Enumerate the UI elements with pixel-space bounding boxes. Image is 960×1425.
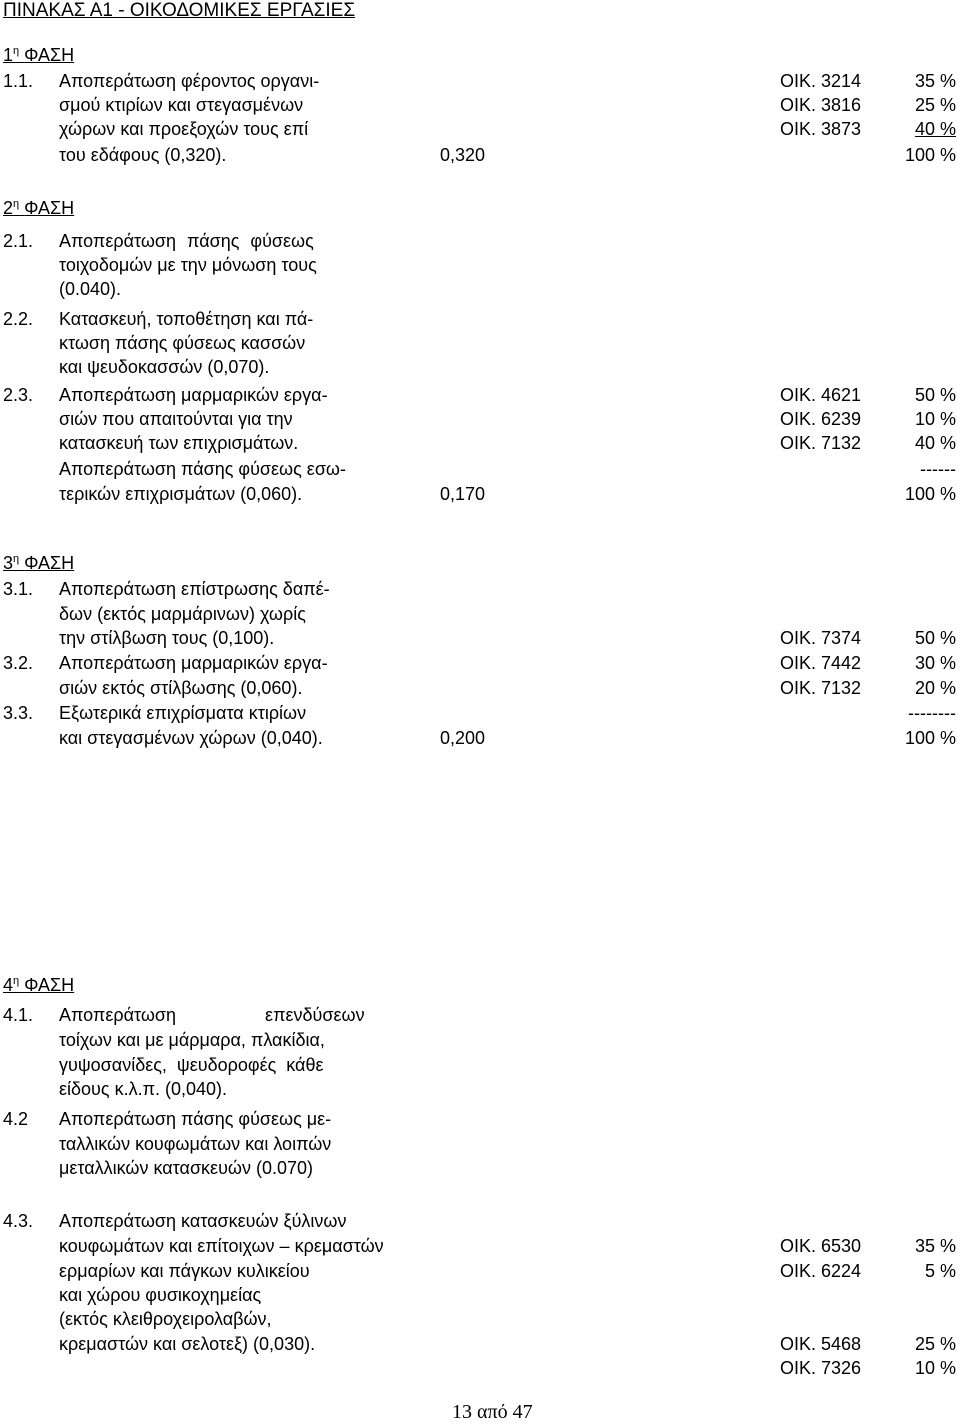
code: ΟΙΚ. 7442 bbox=[780, 653, 862, 673]
item-2-3-line: κατασκευή των επιχρισμάτων. bbox=[59, 433, 299, 453]
item-2-2-line: κτωση πάσης φύσεως κασσών bbox=[59, 333, 306, 353]
percent-total: 100 % bbox=[904, 484, 956, 504]
code: ΟΙΚ. 5468 bbox=[780, 1334, 862, 1354]
percent: 20 % bbox=[914, 678, 956, 698]
item-2-1-line: τοιχοδομών με την μόνωση τους bbox=[59, 255, 317, 275]
percent-total: 100 % bbox=[904, 145, 956, 165]
item-4-2-line: Αποπεράτωση πάσης φύσεως με- bbox=[59, 1109, 332, 1129]
item-3-1-number: 3.1. bbox=[3, 579, 34, 599]
item-4-3-line: ερμαρίων και πάγκων κυλικείου bbox=[59, 1261, 310, 1281]
item-2-2-number: 2.2. bbox=[3, 309, 34, 329]
item-3-3-line: Εξωτερικά επιχρίσματα κτιρίων bbox=[59, 703, 307, 723]
code: ΟΙΚ. 7374 bbox=[780, 628, 862, 648]
item-3-1-line: δων (εκτός μαρμάρινων) χωρίς bbox=[59, 604, 306, 624]
code: ΟΙΚ. 3214 bbox=[780, 71, 862, 91]
item-2-1-line: (0.040). bbox=[59, 279, 122, 299]
item-3-1-line: την στίλβωση τους (0,100). bbox=[59, 628, 275, 648]
item-1-1-line: σμού κτιρίων και στεγασμένων bbox=[59, 95, 304, 115]
code: ΟΙΚ. 7132 bbox=[780, 678, 862, 698]
item-4-1-line: είδους κ.λ.π. (0,040). bbox=[59, 1079, 228, 1099]
separator-dashes: -------- bbox=[908, 703, 956, 723]
item-4-3-line: κουφωμάτων και επίτοιχων – κρεμαστών bbox=[59, 1236, 384, 1256]
phase-2-heading: $2^\eta$ ΦΑΣΗ bbox=[3, 198, 75, 218]
percent-total: 100 % bbox=[904, 728, 956, 748]
item-4-1-line: Αποπεράτωση επενδύσεων bbox=[59, 1005, 365, 1025]
item-2-1-number: 2.1. bbox=[3, 231, 34, 251]
percent: 30 % bbox=[914, 653, 956, 673]
phase-total: 0,200 bbox=[440, 728, 486, 748]
item-1-1-number: 1.1. bbox=[3, 71, 34, 91]
item-4-3-line: κρεμαστών και σελοτεξ) (0,030). bbox=[59, 1334, 316, 1354]
phase-4-heading: $4^\eta$ ΦΑΣΗ bbox=[3, 975, 75, 995]
item-2-1-line: Αποπεράτωση πάσης φύσεως bbox=[59, 231, 314, 251]
item-3-2-line: σιών εκτός στίλβωσης (0,060). bbox=[59, 678, 303, 698]
code: ΟΙΚ. 6224 bbox=[780, 1261, 862, 1281]
item-4-3-line: και χώρου φυσικοχημείας bbox=[59, 1285, 262, 1305]
phase-total: 0,320 bbox=[440, 145, 486, 165]
code: ΟΙΚ. 3873 bbox=[780, 119, 862, 139]
item-1-1-line: Αποπεράτωση φέροντος οργανι- bbox=[59, 71, 320, 91]
percent: 35 % bbox=[914, 71, 956, 91]
item-2-3-line: Αποπεράτωση μαρμαρικών εργα- bbox=[59, 385, 328, 405]
code: ΟΙΚ. 3816 bbox=[780, 95, 862, 115]
item-2-2-line: και ψευδοκασσών (0,070). bbox=[59, 357, 270, 377]
percent: 25 % bbox=[914, 95, 956, 115]
separator-dashes: ------ bbox=[920, 459, 956, 479]
percent: 50 % bbox=[914, 628, 956, 648]
item-4-1-number: 4.1. bbox=[3, 1005, 34, 1025]
code: ΟΙΚ. 6530 bbox=[780, 1236, 862, 1256]
item-4-1-line: τοίχων και με μάρμαρα, πλακίδια, bbox=[59, 1030, 325, 1050]
percent: 25 % bbox=[914, 1334, 956, 1354]
item-3-1-line: Αποπεράτωση επίστρωσης δαπέ- bbox=[59, 579, 330, 599]
code: ΟΙΚ. 7132 bbox=[780, 433, 862, 453]
item-3-2-line: Αποπεράτωση μαρμαρικών εργα- bbox=[59, 653, 328, 673]
percent: 40 % bbox=[914, 433, 956, 453]
item-4-2-number: 4.2 bbox=[3, 1109, 29, 1129]
item-1-1-line: χώρων και προεξοχών τους επί bbox=[59, 119, 309, 139]
item-4-2-line: μεταλλικών κατασκευών (0.070) bbox=[59, 1158, 314, 1178]
item-1-1-line: του εδάφους (0,320). bbox=[59, 145, 227, 165]
item-2-2-line: Κατασκευή, τοποθέτηση και πά- bbox=[59, 309, 314, 329]
phase-3-heading: $3^\eta$ ΦΑΣΗ bbox=[3, 553, 75, 573]
percent: 50 % bbox=[914, 385, 956, 405]
item-2-3-line: Αποπεράτωση πάσης φύσεως εσω- bbox=[59, 459, 346, 479]
page-number: 13 από 47 bbox=[452, 1401, 533, 1423]
item-4-3-line: Αποπεράτωση κατασκευών ξύλινων bbox=[59, 1211, 347, 1231]
code: ΟΙΚ. 4621 bbox=[780, 385, 862, 405]
percent: 40 % bbox=[914, 119, 956, 139]
item-4-2-line: ταλλικών κουφωμάτων και λοιπών bbox=[59, 1134, 332, 1154]
page-title: ΠΙΝΑΚΑΣ Α1 - ΟΙΚΟΔΟΜΙΚΕΣ ΕΡΓΑΣΙΕΣ bbox=[3, 0, 356, 21]
item-3-2-number: 3.2. bbox=[3, 653, 34, 673]
item-2-3-number: 2.3. bbox=[3, 385, 34, 405]
item-4-3-line: (εκτός κλειθροχειρολαβών, bbox=[59, 1309, 272, 1329]
item-3-3-line: και στεγασμένων χώρων (0,040). bbox=[59, 728, 323, 748]
percent: 5 % bbox=[924, 1261, 956, 1281]
item-2-3-line: σιών που απαιτούνται για την bbox=[59, 409, 293, 429]
phase-1-heading: $1^\eta$ ΦΑΣΗ bbox=[3, 45, 75, 65]
item-3-3-number: 3.3. bbox=[3, 703, 34, 723]
code: ΟΙΚ. 6239 bbox=[780, 409, 862, 429]
percent: 35 % bbox=[914, 1236, 956, 1256]
code: ΟΙΚ. 7326 bbox=[780, 1358, 862, 1378]
percent: 10 % bbox=[914, 409, 956, 429]
item-2-3-line: τερικών επιχρισμάτων (0,060). bbox=[59, 484, 303, 504]
item-4-1-line: γυψοσανίδες, ψευδοροφές κάθε bbox=[59, 1055, 324, 1075]
percent: 10 % bbox=[914, 1358, 956, 1378]
phase-total: 0,170 bbox=[440, 484, 486, 504]
item-4-3-number: 4.3. bbox=[3, 1211, 34, 1231]
